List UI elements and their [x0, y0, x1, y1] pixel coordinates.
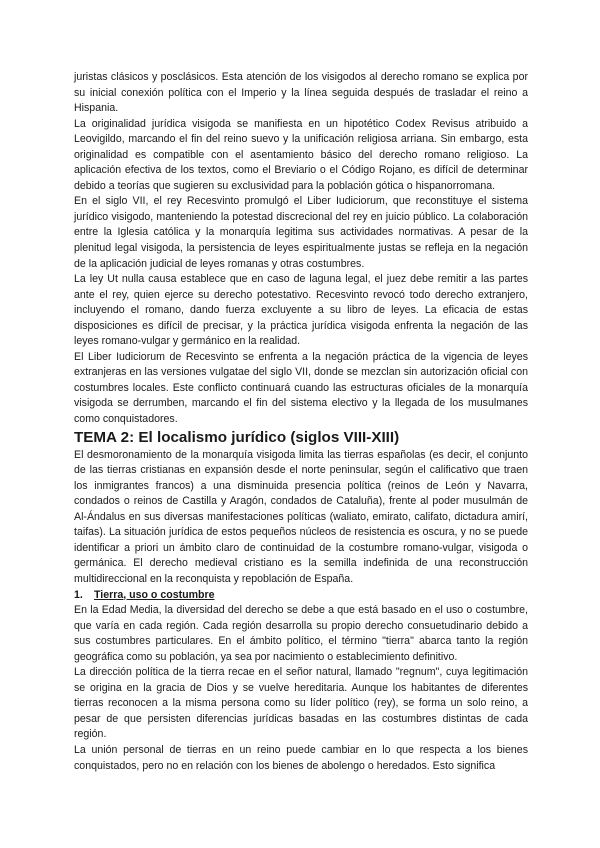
paragraph-7: La dirección política de la tierra recae en el señor natural, llamado "regnum", cuya legitimación se origina en la gracia de Dios y se vuelve hereditaria. Aunque los habitantes de diferentes tierras reconocen a la misma persona como su líder político (rey), se forma un solo reino, a pesar de que persisten diferencias jurídicas basadas en las costumbres distintas de cada región. [74, 666, 528, 741]
paragraph-1: juristas clásicos y posclásicos. Esta atención de los visigodos al derecho romano se explica por su inicial conexión política con el Imperio y la línea seguida después de trasladar el reino a Hispania. [74, 71, 528, 115]
subsection-number: 1. [74, 588, 83, 601]
paragraph-6: En la Edad Media, la diversidad del derecho se debe a que está basado en el uso o costumbre, que varía en cada región. Cada región desarrolla su propio derecho consuetudinario debido a sus costumbres particulares. En el ámbito político, el término "tierra" abarca tanto la región geográfica como su población, ya sea por nacimiento o establecimiento definitivo. [74, 604, 528, 663]
section-intro: El desmoronamiento de la monarquía visigoda limita las tierras españolas (es decir, el conjunto de las tierras cristianas en expansión desde el norte peninsular, según el calificativo que traen los inmigrantes francos) a una disminuida presencia política (reinos de León y Navarra, condados o reinos de Castilla y Aragón, condados de Cataluña), frente al poder musulmán de Al-Ándalus en sus diversas manifestaciones políticas (waliato, emirato, califato, dictadura amirí, taifas). La situación jurídica de estos pequeños núcleos de resistencia es oscura, y no se puede identificar a priori un ámbito claro de continuidad de la costumbre romano-vulgar, visigoda o germánica. El derecho medieval cristiano es la semilla indefinida de una reconstrucción multidireccional en la reconquista y repoblación de España. [74, 448, 528, 585]
subsection-heading [74, 588, 528, 604]
paragraph-5: El Liber Iudiciorum de Recesvinto se enfrenta a la negación práctica de la vigencia de leyes extranjeras en las versiones vulgatae del siglo VII, donde se mezclan sin autorización oficial con costumbres locales. Este conflicto continuará cuando las estructuras oficiales de la monarquía visigoda se derrumben, marcando el fin del sistema electivo y la llegada de los musulmanes como conquistadores. [74, 350, 528, 426]
subsection-title: Tierra, uso o costumbre [94, 588, 215, 601]
document-page [74, 70, 528, 774]
paragraph-8: La unión personal de tierras en un reino puede cambiar en lo que respecta a los bienes conquistados, pero no en relación con los bienes de abolengo o heredados. Esto significa [74, 743, 528, 772]
paragraph-4: La ley Ut nulla causa establece que en caso de laguna legal, el juez debe remitir a las partes ante el rey, quien ejerce su derecho potestativo. Recesvinto revocó todo derecho extranjero, incluyendo el romano, dando fuerza excluyente a su libro de leyes. La eficacia de estas disposiciones es difícil de precisar, y la práctica jurídica visigoda enfrenta la negación de las leyes romano-vulgar y germánico en la realidad. [74, 273, 528, 348]
section-heading: TEMA 2: El localismo jurídico (siglos VIII-XIII) [74, 428, 400, 446]
paragraph-2: La originalidad jurídica visigoda se manifiesta en un hipotético Codex Revisus atribuido a Leovigildo, marcando el fin del reino suevo y la unificación religiosa arriana. Sin embargo, esta originalidad es compatible con el asentamiento básico del derecho romano religioso. La aplicación efectiva de los textos, como el Breviario o el Código Rojano, es difícil de determinar debido a teorías que sugieren su exclusividad para la población gótica o hispanorromana. [74, 117, 528, 192]
paragraph-3: En el siglo VII, el rey Recesvinto promulgó el Liber Iudiciorum, que reconstituye el sistema jurídico visigodo, manteniendo la potestad discrecional del rey en juicio público. La colaboración entre la Iglesia católica y la monarquía legitima sus actividades normativas. A pesar de la plenitud legal visigoda, la persistencia de leyes espiritualmente justas se refleja en la negación de la aplicación judicial de leyes romanas y otras costumbres. [74, 195, 528, 270]
